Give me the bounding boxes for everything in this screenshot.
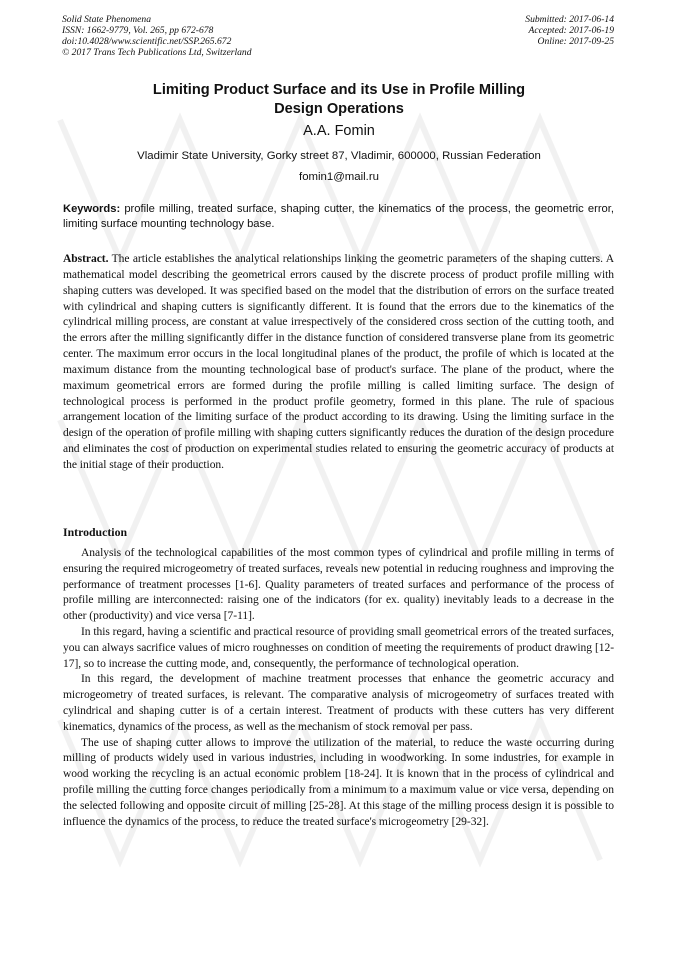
- journal-doi[interactable]: doi:10.4028/www.scientific.net/SSP.265.672: [62, 36, 232, 47]
- intro-paragraph: In this regard, the development of machine treatment processes that enhance the geometric accuracy and microgeometry of treated surfaces, is relevant. The comparative analysis of microgeometry of surfaces treated with cylindrical and shaping cutter is of a certain interest. Treatment of products with these cutters has very different kinematics, dynamics of the process, as well as the mechanism of stock removal per pass.: [63, 673, 614, 733]
- keywords-label: Keywords:: [63, 203, 121, 215]
- submission-dates: [525, 14, 614, 47]
- paper-title: [90, 81, 588, 119]
- intro-paragraph: The use of shaping cutter allows to improve the utilization of the material, to reduce the waste occurring during milling of products widely used in various industries, including in woodworking. In some industries, for example in wood working the recycling is an actual economic problem [18-24]. It is known that in the process of cylindrical and profile milling the cutting force changes periodically from a minimum to a maximum value or vice versa, depending on the selected following and opposite circuit of milling [25-28]. At this stage of the milling process design it is possible to influence the dynamics of the process, to reduce the treated surface's microgeometry [29-32].: [63, 736, 614, 828]
- journal-issn: ISSN: 1662-9779, Vol. 265, pp 672-678: [62, 25, 214, 36]
- journal-info: [62, 14, 252, 58]
- keywords-text: profile milling, treated surface, shaping cutter, the kinematics of the process, the geometric error, limiting surface mounting technology base.: [63, 203, 614, 230]
- introduction-body: [63, 546, 614, 830]
- abstract-label: Abstract.: [63, 253, 109, 265]
- submitted-date: Submitted: 2017-06-14: [525, 14, 614, 25]
- title-line-1: Limiting Product Surface and its Use in Profile Milling: [152, 82, 526, 98]
- author-email[interactable]: fomin1@mail.ru: [299, 171, 379, 183]
- introduction-heading: Introduction: [63, 525, 128, 539]
- online-date: Online: 2017-09-25: [537, 36, 614, 47]
- abstract-text: The article establishes the analytical relationships linking the geometric parameters of the shaping cutters. A mathematical model describing the geometrical errors caused by the discrete process of product profile milling with shaping cutters was developed. It was specified based on the model that the distribution of errors on the surface treated with cylindrical and shaping cutters is significantly different. It is found that the errors due to the kinematics of the cylindrical milling process, are constant at value irrespectively of the considered cross section of the cutting tooth, and the errors after the milling significantly differ in the distance function of considered transverse plane from its geometric center. The maximum error occurs in the local longitudinal planes of the product, the profile of which is located at the maximum distance from the mounting technological base of product's surface. The plane of the product, where the maximum geometrical errors are formed during the profile milling is called limiting surface. The design of technological process is performed in the product profile geometry, formed in this plane. The rule of spacious arrangement location of the limiting surface of the product according to its drawing. Using the limiting surface in the design of the operation of profile milling with shaping cutters significantly reduces the duration of the design procedure and eliminates the cost of production on experimental studies related to ensuring the geometric accuracy of products at the initial stage of their production.: [63, 253, 614, 471]
- journal-copyright: © 2017 Trans Tech Publications Ltd, Switzerland: [62, 47, 252, 58]
- intro-paragraph: Analysis of the technological capabilities of the most common types of cylindrical and profile milling in terms of ensuring the required microgeometry of treated surfaces, reveals new potential in reducing roughness and improving the performance of treatment processes [1-6]. Quality parameters of treated surfaces and performance of the process of profile milling are interconnected: raising one of the indicators (for ex. quality) inevitably leads to a decrease in the other (productivity) and vice versa [7-11].: [63, 547, 614, 623]
- author-affiliation: Vladimir State University, Gorky street 87, Vladimir, 600000, Russian Federation: [137, 150, 541, 162]
- intro-paragraph: In this regard, having a scientific and practical resource of providing small geometrical errors of the treated surfaces, you can always sacrifice values of micro roughnesses on condition of meeting the requirements of product drawing [12-17], so to increase the cutting mode, and, consequently, the performance of technological operation.: [63, 625, 614, 670]
- title-line-2: Design Operations: [274, 101, 404, 117]
- accepted-date: Accepted: 2017-06-19: [528, 25, 614, 36]
- journal-name: Solid State Phenomena: [62, 14, 151, 25]
- keywords-section: [63, 202, 614, 232]
- abstract-section: [63, 252, 614, 474]
- paper-author: A.A. Fomin: [303, 123, 375, 139]
